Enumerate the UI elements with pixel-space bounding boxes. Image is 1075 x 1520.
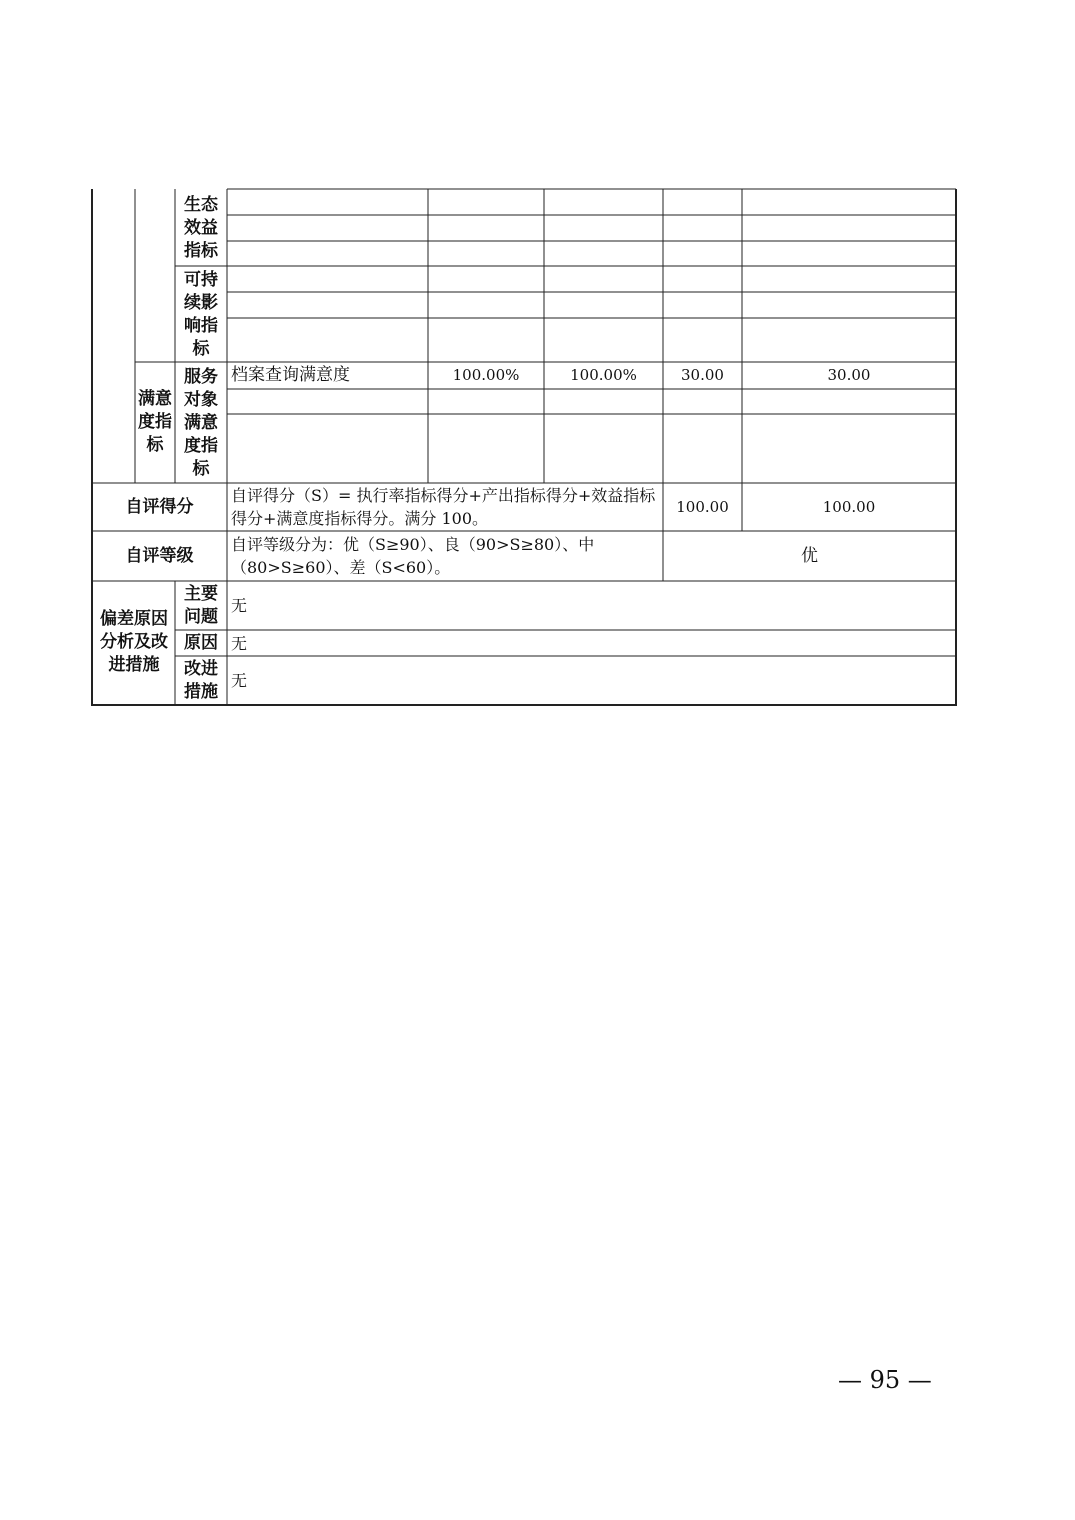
target-value: 100.00% <box>452 366 520 384</box>
indicator-name: 档案查询满意度 <box>231 365 350 385</box>
deviation-analysis-label: 偏差原因分析及改进措施 <box>100 608 168 675</box>
page-number: — 95 — <box>838 1366 932 1394</box>
sustainable-impact-label: 可持续影响指标 <box>184 269 218 359</box>
improvement-value: 无 <box>231 671 248 690</box>
score-value: 30.00 <box>827 366 871 384</box>
self-score-label: 自评得分 <box>125 496 194 517</box>
self-grade-label: 自评等级 <box>125 545 194 566</box>
actual-value: 100.00% <box>570 366 637 384</box>
self-grade-criteria: 自评等级分为：优（S≥90）、良（90>S≥80）、中（80>S≥60）、差（S<60）。 <box>231 535 595 577</box>
ecological-benefit-label: 生态效益指标 <box>184 194 218 261</box>
weight-value: 30.00 <box>681 366 724 384</box>
main-problem-value: 无 <box>231 596 248 615</box>
service-satisfaction-label: 服务对象满意度指标 <box>184 367 218 479</box>
self-score-value: 100.00 <box>822 497 876 516</box>
satisfaction-indicator-label: 满意度指标 <box>138 388 172 455</box>
reason-value: 无 <box>231 633 248 653</box>
reason-label: 原因 <box>184 632 218 653</box>
self-score-weight: 100.00 <box>676 497 729 516</box>
self-grade-value: 优 <box>801 545 818 566</box>
improvement-label: 改进措施 <box>184 658 218 702</box>
self-score-formula: 自评得分（S）= 执行率指标得分+产出指标得分+效益指标得分+满意度指标得分。满分 100。 <box>231 486 656 528</box>
main-problem-label: 主要问题 <box>184 583 218 627</box>
